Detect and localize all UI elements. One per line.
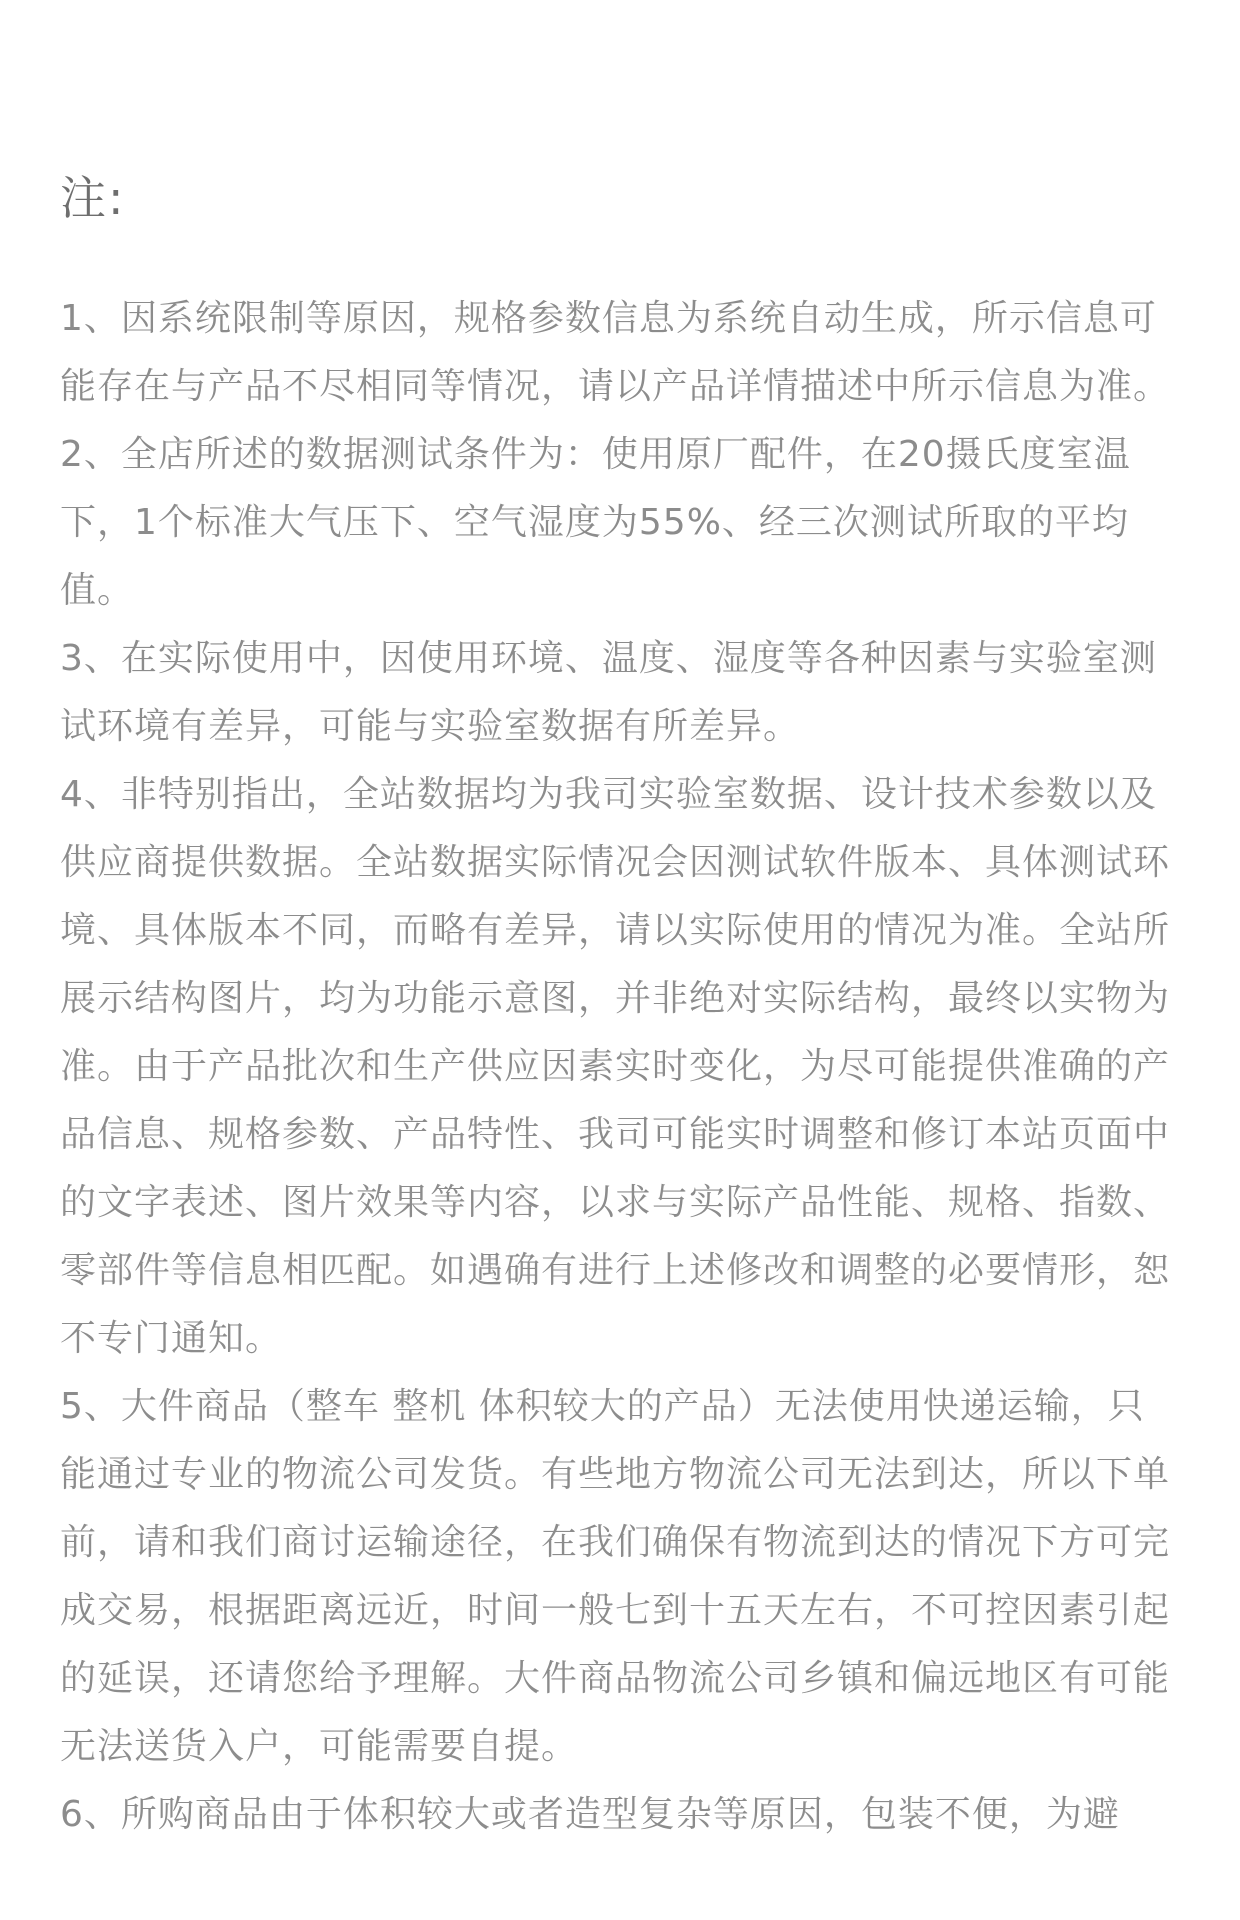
note-item-6: 6、所购商品由于体积较大或者造型复杂等原因，包装不便，为避 xyxy=(60,1794,1120,1835)
note-item-1: 1、因系统限制等原因，规格参数信息为系统自动生成，所示信息可能存在与产品不尽相同等情况，请以产品详情描述中所示信息为准。 xyxy=(60,298,1171,407)
note-item-2: 2、全店所述的数据测试条件为：使用原厂配件，在20摄氏度室温下，1个标准大气压下、空气湿度为55%、经三次测试所取的平均值。 xyxy=(60,434,1131,611)
note-item-3: 3、在实际使用中，因使用环境、温度、湿度等各种因素与实验室测试环境有差异，可能与实验室数据有所差异。 xyxy=(60,638,1157,747)
note-item-4: 4、非特别指出，全站数据均为我司实验室数据、设计技术参数以及供应商提供数据。全站数据实际情况会因测试软件版本、具体测试环境、具体版本不同，而略有差异，请以实际使用的情况为准。全站所展示结构图片，均为功能示意图，并非绝对实际结构，最终以实物为准。由于产品批次和生产供应因素实时变化，为尽可能提供准确的产品信息、规格参数、产品特性、我司可能实时调整和修订本站页面中的文字表述、图片效果等内容，以求与实际产品性能、规格、指数、零部件等信息相匹配。如遇确有进行上述修改和调整的必要情形，恕不专门通知。 xyxy=(60,774,1171,1359)
notice-list xyxy=(60,285,1180,1849)
notice-heading: 注: xyxy=(60,171,126,225)
note-item-5: 5、大件商品（整车 整机 体积较大的产品）无法使用快递运输，只能通过专业的物流公司发货。有些地方物流公司无法到达，所以下单前，请和我们商讨运输途径，在我们确保有物流到达的情况下方可完成交易，根据距离远近，时间一般七到十五天左右，不可控因素引起的延误，还请您给予理解。大件商品物流公司乡镇和偏远地区有可能无法送货入户，可能需要自提。 xyxy=(60,1386,1171,1767)
